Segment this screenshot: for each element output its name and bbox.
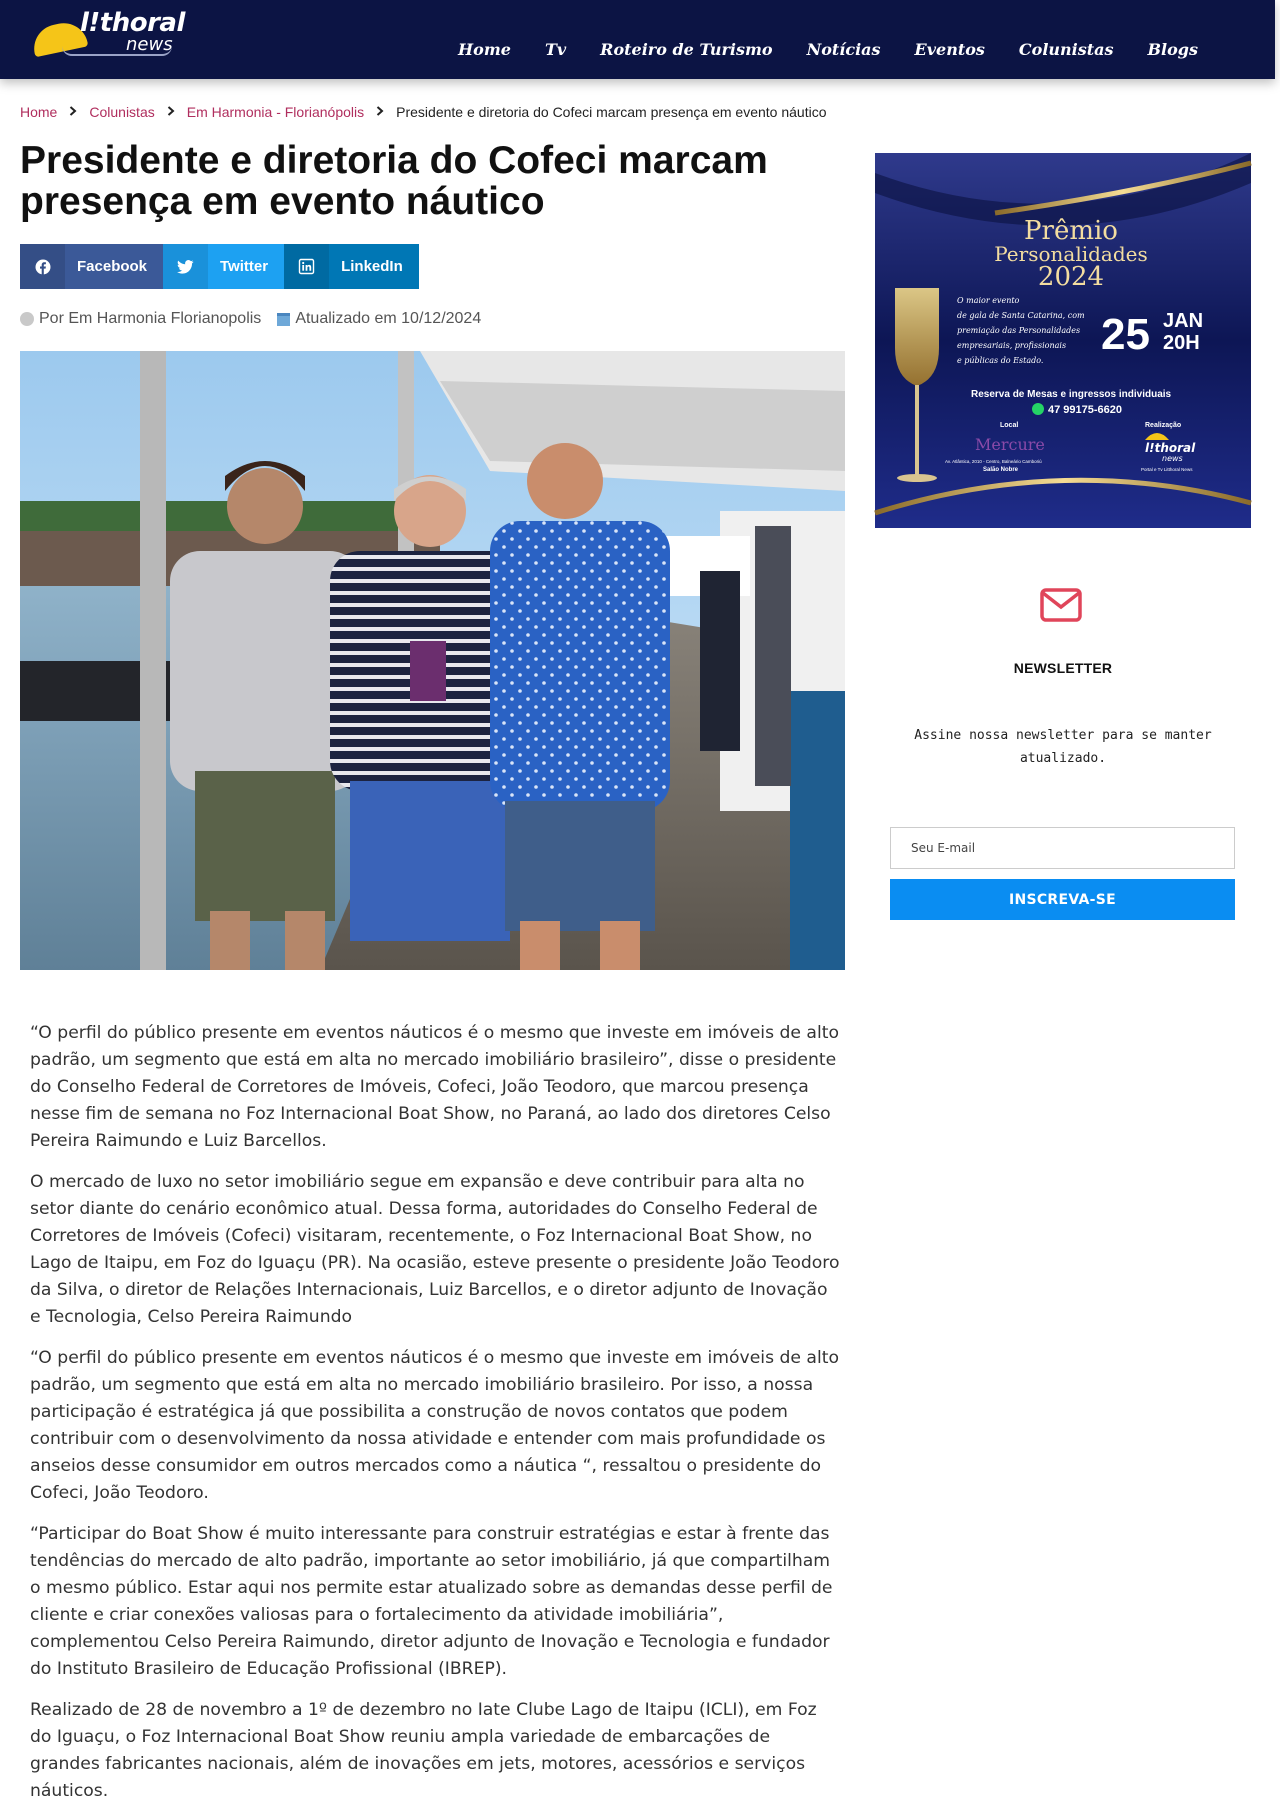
ad-org-sub: news bbox=[1162, 454, 1183, 463]
nav-item-eventos[interactable]: Eventos bbox=[914, 40, 985, 59]
ad-tagline: de gala de Santa Catarina, com bbox=[957, 311, 1085, 320]
facebook-icon bbox=[20, 244, 65, 289]
ad-tagline: e públicas do Estado. bbox=[957, 356, 1044, 365]
nav-item-noticias[interactable]: Notícias bbox=[806, 40, 881, 59]
newsletter-email-input[interactable] bbox=[890, 827, 1235, 869]
ad-tagline: premiação das Personalidades bbox=[957, 326, 1081, 335]
ad-venue-address: Av. Atlântica, 2010 - Centro, Balneário Camboriú bbox=[945, 459, 1042, 464]
newsletter-title: NEWSLETTER bbox=[1013, 660, 1113, 676]
ad-title-line2: Personalidades bbox=[994, 242, 1148, 266]
article-body bbox=[30, 1020, 840, 1819]
calendar-icon bbox=[277, 313, 290, 326]
site-header bbox=[0, 0, 1275, 79]
ad-year: 2024 bbox=[1037, 262, 1105, 292]
ad-phone: 47 99175-6620 bbox=[1048, 404, 1123, 416]
nav-item-home[interactable]: Home bbox=[458, 40, 511, 59]
chevron-right-icon bbox=[69, 106, 77, 119]
ad-month: JAN bbox=[1163, 310, 1204, 332]
sidebar-advertisement[interactable] bbox=[875, 153, 1251, 528]
ad-time: 20H bbox=[1163, 332, 1200, 354]
article-paragraph: Realizado de 28 de novembro a 1º de dezembro no Iate Clube Lago de Itaipu (ICLI), em Foz do Iguaçu, o Foz Internacional Boat Show reuniu ampla variedade de embarcações de grandes fabricantes nacionais, além de inovações em jets, motores, acessórios e serviços náuticos. bbox=[30, 1700, 817, 1801]
breadcrumb-colunistas[interactable]: Colunistas bbox=[89, 104, 155, 120]
breadcrumb-em-harmonia[interactable]: Em Harmonia - Florianópolis bbox=[186, 104, 365, 120]
ad-title-line1: Prêmio bbox=[1024, 216, 1118, 246]
nav-item-colunistas[interactable]: Colunistas bbox=[1018, 40, 1114, 59]
user-icon bbox=[20, 312, 34, 326]
share-facebook-button[interactable] bbox=[20, 244, 163, 289]
ad-venue-room: Salão Nobre bbox=[983, 467, 1019, 473]
post-meta bbox=[20, 310, 481, 328]
chevron-right-icon bbox=[167, 106, 175, 119]
article-paragraph: “Participar do Boat Show é muito interessante para construir estratégias e estar à frente das tendências do mercado de alto padrão, importante ao setor imobiliário, já que compartilham o mesmo público. Estar aqui nos permite estar atualizado sobre as demandas desse perfil de cliente e criar conexões valiosas para o fortalecimento da atividade imobiliária”, complementou Celso Pereira Raimundo, diretor adjunto de Inovação e Tecnologia e fundador do Instituto Brasileiro de Educação Profissional (IBREP). bbox=[30, 1524, 833, 1679]
featured-image bbox=[20, 351, 845, 970]
newsletter-subscribe-button[interactable]: INSCREVA-SE bbox=[890, 879, 1235, 920]
page-title: Presidente e diretoria do Cofeci marcam presença em evento náutico bbox=[20, 139, 768, 223]
article-paragraph: O mercado de luxo no setor imobiliário segue em expansão e deve contribuir para alta no setor diante do cenário econômico atual. Dessa forma, autoridades do Conselho Federal de Corretores de Imóveis (Cofeci) visitaram, recentemente, o Foz Internacional Boat Show, no Lago de Itaipu, em Foz do Iguaçu (PR). Na ocasião, esteve presente o presidente João Teodoro da Silva, o diretor de Relações Internacionais, Luiz Barcellos, e o diretor adjunto de Inovação e Tecnologia, Celso Pereira Raimundo bbox=[30, 1172, 840, 1327]
post-updated-date: Atualizado em 10/12/2024 bbox=[295, 310, 482, 327]
ad-tagline: O maior evento bbox=[957, 296, 1020, 305]
linkedin-icon bbox=[284, 244, 329, 289]
newsletter-description: Assine nossa newsletter para se manter atualizado. bbox=[914, 728, 1212, 766]
ad-day: 25 bbox=[1101, 310, 1150, 359]
share-twitter-button[interactable] bbox=[163, 244, 284, 289]
ad-banner-graphic bbox=[875, 153, 1251, 528]
main-nav bbox=[441, 40, 1215, 59]
ad-org-brand: l!thoral bbox=[1145, 441, 1196, 455]
logo-sub: news bbox=[126, 34, 173, 55]
twitter-icon bbox=[163, 244, 208, 289]
logo-swoosh bbox=[62, 46, 172, 56]
breadcrumb bbox=[20, 104, 826, 120]
ad-tagline: empresariais, profissionais bbox=[957, 341, 1067, 350]
site-logo[interactable] bbox=[32, 8, 192, 60]
article-paragraph: “O perfil do público presente em eventos náuticos é o mesmo que investe em imóveis de alto padrão, um segmento que está em alta no mercado imobiliário brasileiro”, disse o presidente do Conselho Federal de Corretores de Imóveis, Cofeci, João Teodoro, que marcou presença nesse fim de semana no Foz Internacional Boat Show, no Paraná, ao lado dos diretores Celso Pereira Raimundo e Luiz Barcellos. bbox=[30, 1023, 839, 1151]
envelope-icon bbox=[1040, 588, 1082, 622]
ad-realizacao-label: Realização bbox=[1145, 422, 1182, 429]
nav-item-tv[interactable]: Tv bbox=[544, 40, 567, 59]
whatsapp-icon bbox=[1032, 403, 1044, 415]
share-linkedin-button[interactable] bbox=[284, 244, 419, 289]
ad-reserve-text: Reserva de Mesas e ingressos individuais bbox=[971, 389, 1172, 400]
ad-venue-brand: Mercure bbox=[975, 435, 1045, 454]
breadcrumb-home[interactable]: Home bbox=[20, 104, 58, 120]
post-author[interactable]: Por Em Harmonia Florianopolis bbox=[39, 310, 262, 327]
ad-local-label: Local bbox=[1000, 422, 1019, 429]
chevron-right-icon bbox=[376, 106, 384, 119]
ad-org-caption: Portal e Tv Litthoral News bbox=[1141, 467, 1193, 472]
nav-item-blogs[interactable]: Blogs bbox=[1147, 40, 1198, 59]
article-paragraph: “O perfil do público presente em eventos náuticos é o mesmo que investe em imóveis de alto padrão, um segmento que está em alta no mercado imobiliário brasileiro. Por isso, a nossa participação é estratégica já que possibilita a construção de novos contatos que podem contribuir com o desenvolvimento da nossa atividade e entender com mais profundidade os anseios desse consumidor em outros mercados como a náutica “, ressaltou o presidente do Cofeci, João Teodoro. bbox=[30, 1348, 839, 1503]
featured-image-illustration bbox=[20, 351, 845, 970]
share-linkedin-label: LinkedIn bbox=[341, 258, 403, 275]
share-facebook-label: Facebook bbox=[77, 258, 148, 275]
nav-item-roteiro-de-turismo[interactable]: Roteiro de Turismo bbox=[600, 40, 773, 59]
logo-brand: l!thoral bbox=[80, 8, 185, 38]
share-twitter-label: Twitter bbox=[220, 258, 269, 275]
share-buttons bbox=[20, 244, 419, 289]
breadcrumb-current: Presidente e diretoria do Cofeci marcam presença em evento náutico bbox=[396, 104, 827, 120]
